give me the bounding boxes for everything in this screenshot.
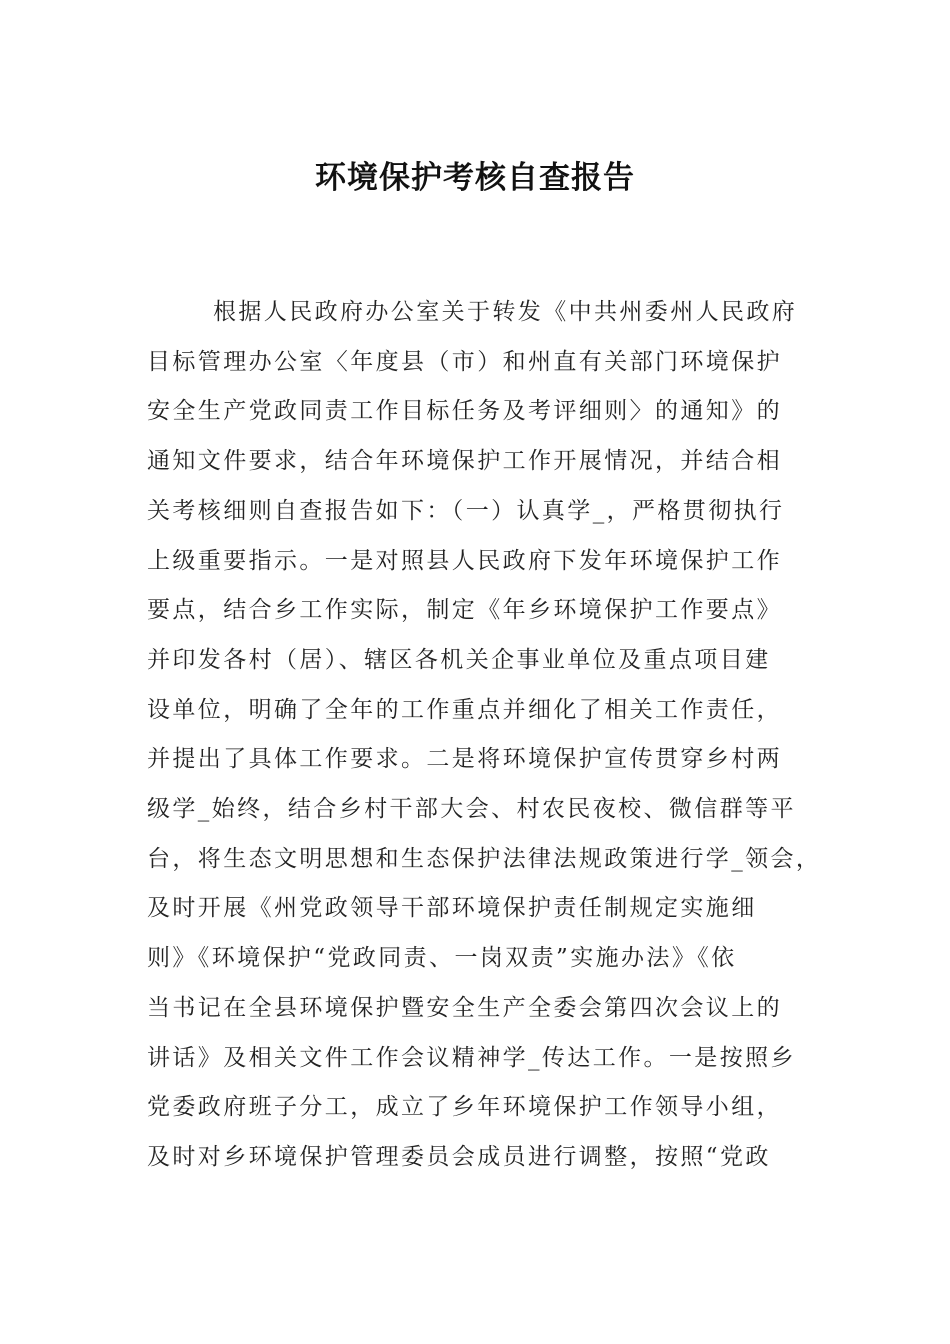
body-line: 要点，结合乡工作实际，制定《年乡环境保护工作要点》 <box>147 597 782 624</box>
body-line: 台，将生态文明思想和生态保护法律法规政策进行学_领会， <box>147 845 822 872</box>
body-line: 并提出了具体工作要求。二是将环境保护宣传贯穿乡村两 <box>147 746 782 773</box>
body-line: 上级重要指示。一是对照县人民政府下发年环境保护工作 <box>147 547 782 574</box>
document-body <box>147 288 827 1183</box>
body-line: 并印发各村（居）、辖区各机关企事业单位及重点项目建 <box>147 646 771 673</box>
body-line: 根据人民政府办公室关于转发《中共州委州人民政府 <box>213 299 798 325</box>
body-line: 通知文件要求，结合年环境保护工作开展情况，并结合相 <box>147 448 782 475</box>
body-line: 及时对乡环境保护管理委员会成员进行调整，按照“党政 <box>147 1143 771 1170</box>
body-line: 关考核细则自查报告如下：（一）认真学_，严格贯彻执行 <box>147 497 785 524</box>
body-line: 设单位，明确了全年的工作重点并细化了相关工作责任， <box>147 696 782 723</box>
body-line: 安全生产党政同责工作目标任务及考评细则〉的通知》的 <box>147 398 782 425</box>
document-title: 环境保护考核自查报告 <box>315 160 635 196</box>
body-line: 及时开展《州党政领导干部环境保护责任制规定实施细 <box>147 895 757 922</box>
body-line: 则》《环境保护“党政同责、一岗双责”实施办法》《依 <box>147 945 737 972</box>
body-line: 党委政府班子分工，成立了乡年环境保护工作领导小组， <box>147 1094 782 1121</box>
body-line: 目标管理办公室〈年度县（市）和州直有关部门环境保护 <box>147 348 782 375</box>
body-line: 讲话》及相关文件工作会议精神学_传达工作。一是按照乡 <box>147 1044 796 1071</box>
body-line: 当书记在全县环境保护暨安全生产全委会第四次会议上的 <box>147 994 782 1021</box>
body-line: 级学_始终，结合乡村干部大会、村农民夜校、微信群等平 <box>147 796 796 823</box>
